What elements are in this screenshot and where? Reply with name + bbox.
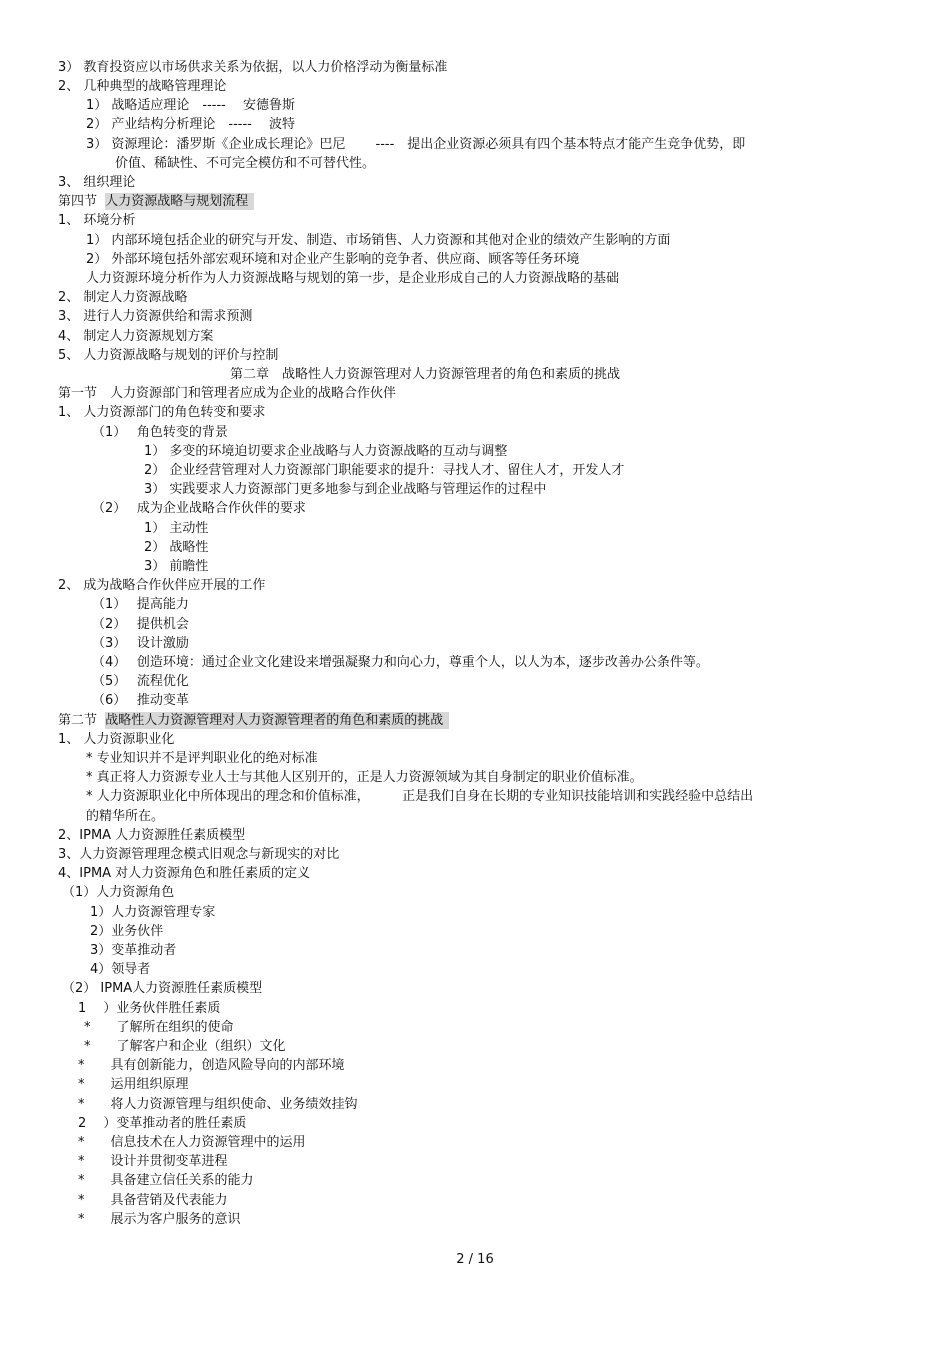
text-line: * 了解客户和企业（组织）文化 — [84, 1039, 286, 1054]
text-line: 1） 战略适应理论 ----- 安德鲁斯 — [86, 98, 295, 113]
text-line: 的精华所在。 — [86, 809, 165, 824]
text-line: * 具备建立信任关系的能力 — [78, 1173, 254, 1188]
text-line: （2） IPMA人力资源胜任素质模型 — [62, 981, 263, 996]
text-line: 2） 产业结构分析理论 ----- 波特 — [86, 117, 295, 132]
text-line: * 将人力资源管理与组织使命、业务绩效挂钩 — [78, 1097, 358, 1112]
text-line: 1） 主动性 — [144, 521, 209, 536]
text-line: * 了解所在组织的使命 — [84, 1020, 234, 1035]
text-line: 1） 多变的环境迫切要求企业战略与人力资源战略的互动与调整 — [144, 444, 508, 459]
text-line: 1）人力资源管理专家 — [90, 905, 216, 920]
text-line: 4、 制定人力资源规划方案 — [58, 329, 214, 344]
text-line: （4） 创造环境：通过企业文化建设来增强凝聚力和向心力，尊重个人，以人为本，逐步改善办公条件等。 — [92, 655, 709, 670]
section-heading — [58, 193, 254, 210]
text-line: 1、 人力资源部门的角色转变和要求 — [58, 405, 266, 420]
section-label: 第四节 — [58, 194, 98, 209]
text-line: 2） 外部环境包括外部宏观环境和对企业产生影响的竞争者、供应商、顾客等任务环境 — [86, 252, 580, 267]
text-line: 4）领导者 — [90, 962, 151, 977]
chapter-heading: 第二章 战略性人力资源管理对人力资源管理者的角色和素质的挑战 — [230, 367, 621, 382]
section-heading: 第一节 人力资源部门和管理者应成为企业的战略合作伙伴 — [58, 386, 397, 401]
text-line: 3、 组织理论 — [58, 175, 136, 190]
text-line: 5、 人力资源战略与规划的评价与控制 — [58, 348, 279, 363]
text-line: 2、 制定人力资源战略 — [58, 290, 188, 305]
text-line: 3） 实践要求人力资源部门更多地参与到企业战略与管理运作的过程中 — [144, 482, 547, 497]
text-line: 3）变革推动者 — [90, 943, 177, 958]
page-number: 2 / 16 — [456, 1252, 494, 1267]
text-line: * 具备营销及代表能力 — [78, 1193, 228, 1208]
text-line: （1） 提高能力 — [92, 597, 189, 612]
text-line: 3、 进行人力资源供给和需求预测 — [58, 309, 253, 324]
text-line: （1）人力资源角色 — [62, 885, 175, 900]
text-line: 3） 前瞻性 — [144, 559, 209, 574]
text-line: * 运用组织原理 — [78, 1077, 189, 1092]
text-line: 3） 资源理论：潘罗斯《企业成长理论》巴尼 ---- 提出企业资源必须具有四个基本特点才能产生竞争优势，即 — [86, 137, 746, 152]
text-line: （3） 设计激励 — [92, 636, 189, 651]
text-line: 2）业务伙伴 — [90, 924, 164, 939]
text-line: （1） 角色转变的背景 — [92, 425, 228, 440]
section-title: 战略性人力资源管理对人力资源管理者的角色和素质的挑战 — [105, 712, 449, 729]
text-line: 2） 战略性 — [144, 540, 209, 555]
text-line: * 具有创新能力，创造风险导向的内部环境 — [78, 1058, 345, 1073]
text-line: * 设计并贯彻变革进程 — [78, 1154, 228, 1169]
text-line: 1、 人力资源职业化 — [58, 732, 175, 747]
text-line: 2、 成为战略合作伙伴应开展的工作 — [58, 578, 266, 593]
text-line: 2、IPMA 人力资源胜任素质模型 — [58, 828, 246, 843]
text-line: 1 ）业务伙伴胜任素质 — [78, 1001, 221, 1016]
text-line: * 人力资源职业化中所体现出的理念和价值标准， 正是我们自身在长期的专业知识技能培训和实践经验中总结出 — [86, 789, 754, 804]
section-heading — [58, 712, 449, 729]
text-line: 3） 教育投资应以市场供求关系为依据，以人力价格浮动为衡量标准 — [58, 60, 448, 75]
text-line: 人力资源环境分析作为人力资源战略与规划的第一步，是企业形成自己的人力资源战略的基础 — [86, 271, 620, 286]
text-line: （2） 成为企业战略合作伙伴的要求 — [92, 501, 306, 516]
text-line: （5） 流程优化 — [92, 674, 189, 689]
text-line: * 专业知识并不是评判职业化的绝对标准 — [86, 751, 318, 766]
text-line: 2、 几种典型的战略管理理论 — [58, 79, 227, 94]
text-line: 1、 环境分析 — [58, 213, 136, 228]
text-line: （6） 推动变革 — [92, 693, 189, 708]
text-line: 2） 企业经营管理对人力资源部门职能要求的提升：寻找人才、留住人才，开发人才 — [144, 463, 625, 478]
text-line: 价值、稀缺性、不可完全模仿和不可替代性。 — [115, 156, 376, 171]
text-line: （2） 提供机会 — [92, 617, 189, 632]
text-line: 3、人力资源管理理念模式旧观念与新现实的对比 — [58, 847, 340, 862]
section-title: 人力资源战略与规划流程 — [105, 193, 254, 210]
section-label: 第二节 — [58, 713, 98, 728]
text-line: * 信息技术在人力资源管理中的运用 — [78, 1135, 306, 1150]
text-line: * 展示为客户服务的意识 — [78, 1212, 241, 1227]
text-line: 4、IPMA 对人力资源角色和胜任素质的定义 — [58, 866, 311, 881]
text-line: 1） 内部环境包括企业的研究与开发、制造、市场销售、人力资源和其他对企业的绩效产生影响的方面 — [86, 233, 671, 248]
text-line: * 真正将人力资源专业人士与其他人区别开的，正是人力资源领域为其自身制定的职业价值标准。 — [86, 770, 643, 785]
text-line: 2 ）变革推动者的胜任素质 — [78, 1116, 247, 1131]
